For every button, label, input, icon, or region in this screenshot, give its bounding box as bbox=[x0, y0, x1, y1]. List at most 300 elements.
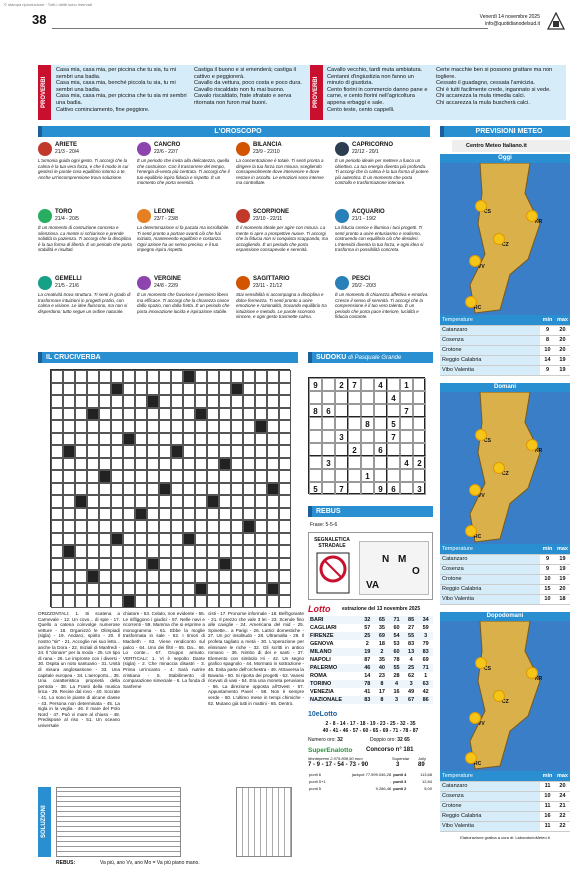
crossword-cell[interactable] bbox=[171, 433, 183, 446]
crossword-cell[interactable] bbox=[267, 408, 279, 421]
crossword-cell[interactable] bbox=[135, 533, 147, 546]
crossword-cell[interactable] bbox=[123, 545, 135, 558]
crossword-cell[interactable] bbox=[135, 470, 147, 483]
crossword-cell[interactable] bbox=[147, 458, 159, 471]
crossword-cell[interactable] bbox=[111, 595, 123, 608]
crossword-cell[interactable] bbox=[231, 483, 243, 496]
crossword-cell[interactable] bbox=[63, 533, 75, 546]
crossword-cell[interactable] bbox=[267, 445, 279, 458]
crossword-cell[interactable] bbox=[51, 495, 63, 508]
crossword-cell[interactable] bbox=[195, 558, 207, 571]
crossword-cell[interactable] bbox=[195, 570, 207, 583]
crossword-cell[interactable] bbox=[255, 408, 267, 421]
crossword-cell[interactable] bbox=[99, 370, 111, 383]
crossword-cell[interactable] bbox=[159, 595, 171, 608]
crossword-cell[interactable] bbox=[51, 583, 63, 596]
crossword-cell[interactable] bbox=[63, 395, 75, 408]
crossword-cell[interactable] bbox=[123, 520, 135, 533]
sudoku-cell[interactable] bbox=[387, 469, 400, 482]
crossword-cell[interactable] bbox=[183, 520, 195, 533]
crossword-cell[interactable] bbox=[87, 370, 99, 383]
crossword-cell[interactable] bbox=[123, 508, 135, 521]
crossword-cell[interactable] bbox=[159, 433, 171, 446]
crossword-cell[interactable] bbox=[231, 408, 243, 421]
crossword-cell[interactable] bbox=[171, 420, 183, 433]
crossword-cell[interactable] bbox=[207, 483, 219, 496]
crossword-cell[interactable] bbox=[99, 533, 111, 546]
crossword-cell[interactable] bbox=[243, 395, 255, 408]
sudoku-cell[interactable] bbox=[374, 469, 387, 482]
crossword-cell[interactable] bbox=[99, 433, 111, 446]
crossword-cell[interactable] bbox=[147, 533, 159, 546]
crossword-cell[interactable] bbox=[87, 470, 99, 483]
crossword-cell[interactable] bbox=[159, 420, 171, 433]
crossword-grid[interactable] bbox=[50, 369, 290, 607]
crossword-cell[interactable] bbox=[171, 520, 183, 533]
crossword-cell[interactable] bbox=[183, 458, 195, 471]
crossword-cell[interactable] bbox=[207, 470, 219, 483]
crossword-cell[interactable] bbox=[75, 558, 87, 571]
sudoku-cell[interactable] bbox=[348, 417, 361, 430]
crossword-cell[interactable] bbox=[207, 558, 219, 571]
crossword-cell[interactable] bbox=[195, 420, 207, 433]
crossword-cell[interactable] bbox=[255, 483, 267, 496]
crossword-cell[interactable] bbox=[219, 470, 231, 483]
sudoku-cell[interactable] bbox=[322, 443, 335, 456]
crossword-cell[interactable] bbox=[51, 420, 63, 433]
crossword-cell[interactable] bbox=[243, 483, 255, 496]
sudoku-cell[interactable] bbox=[413, 404, 426, 417]
crossword-cell[interactable] bbox=[87, 508, 99, 521]
crossword-cell[interactable] bbox=[63, 495, 75, 508]
crossword-cell[interactable] bbox=[63, 370, 75, 383]
crossword-cell[interactable] bbox=[135, 395, 147, 408]
crossword-cell[interactable] bbox=[267, 558, 279, 571]
crossword-cell[interactable] bbox=[219, 433, 231, 446]
crossword-cell[interactable] bbox=[219, 495, 231, 508]
crossword-cell[interactable] bbox=[63, 483, 75, 496]
crossword-cell[interactable] bbox=[219, 383, 231, 396]
sudoku-cell[interactable] bbox=[309, 417, 322, 430]
crossword-cell[interactable] bbox=[243, 533, 255, 546]
sudoku-cell[interactable] bbox=[348, 456, 361, 469]
crossword-cell[interactable] bbox=[75, 383, 87, 396]
crossword-cell[interactable] bbox=[135, 458, 147, 471]
sudoku-cell[interactable] bbox=[335, 404, 348, 417]
crossword-cell[interactable] bbox=[219, 570, 231, 583]
crossword-cell[interactable] bbox=[75, 420, 87, 433]
crossword-cell[interactable] bbox=[195, 470, 207, 483]
crossword-cell[interactable] bbox=[63, 408, 75, 421]
crossword-cell[interactable] bbox=[51, 570, 63, 583]
crossword-cell[interactable] bbox=[267, 520, 279, 533]
crossword-cell[interactable] bbox=[111, 558, 123, 571]
sudoku-cell[interactable] bbox=[335, 443, 348, 456]
crossword-cell[interactable] bbox=[99, 520, 111, 533]
crossword-cell[interactable] bbox=[63, 595, 75, 608]
crossword-cell[interactable] bbox=[147, 595, 159, 608]
crossword-cell[interactable] bbox=[123, 420, 135, 433]
crossword-cell[interactable] bbox=[135, 570, 147, 583]
crossword-cell[interactable] bbox=[75, 458, 87, 471]
crossword-cell[interactable] bbox=[123, 583, 135, 596]
crossword-cell[interactable] bbox=[87, 483, 99, 496]
crossword-cell[interactable] bbox=[255, 595, 267, 608]
crossword-cell[interactable] bbox=[111, 433, 123, 446]
crossword-cell[interactable] bbox=[123, 495, 135, 508]
crossword-cell[interactable] bbox=[195, 433, 207, 446]
sudoku-cell[interactable] bbox=[309, 443, 322, 456]
crossword-cell[interactable] bbox=[171, 558, 183, 571]
crossword-cell[interactable] bbox=[147, 483, 159, 496]
crossword-cell[interactable] bbox=[147, 470, 159, 483]
sudoku-cell[interactable] bbox=[400, 417, 413, 430]
crossword-cell[interactable] bbox=[51, 545, 63, 558]
crossword-cell[interactable] bbox=[279, 483, 291, 496]
sudoku-cell[interactable] bbox=[322, 378, 335, 391]
crossword-cell[interactable] bbox=[267, 470, 279, 483]
crossword-cell[interactable] bbox=[111, 420, 123, 433]
crossword-cell[interactable] bbox=[207, 433, 219, 446]
crossword-cell[interactable] bbox=[171, 470, 183, 483]
crossword-cell[interactable] bbox=[231, 433, 243, 446]
sudoku-cell[interactable] bbox=[387, 456, 400, 469]
crossword-cell[interactable] bbox=[135, 408, 147, 421]
sudoku-cell[interactable] bbox=[361, 443, 374, 456]
crossword-cell[interactable] bbox=[63, 470, 75, 483]
crossword-cell[interactable] bbox=[99, 483, 111, 496]
crossword-cell[interactable] bbox=[219, 533, 231, 546]
crossword-cell[interactable] bbox=[147, 545, 159, 558]
crossword-cell[interactable] bbox=[63, 458, 75, 471]
crossword-cell[interactable] bbox=[219, 408, 231, 421]
crossword-cell[interactable] bbox=[159, 458, 171, 471]
crossword-cell[interactable] bbox=[135, 583, 147, 596]
crossword-cell[interactable] bbox=[183, 445, 195, 458]
sudoku-cell[interactable] bbox=[348, 469, 361, 482]
crossword-cell[interactable] bbox=[279, 545, 291, 558]
sudoku-cell[interactable] bbox=[374, 391, 387, 404]
crossword-cell[interactable] bbox=[267, 533, 279, 546]
crossword-cell[interactable] bbox=[75, 545, 87, 558]
crossword-cell[interactable] bbox=[255, 470, 267, 483]
crossword-cell[interactable] bbox=[207, 445, 219, 458]
crossword-cell[interactable] bbox=[255, 370, 267, 383]
crossword-cell[interactable] bbox=[123, 483, 135, 496]
crossword-cell[interactable] bbox=[87, 558, 99, 571]
crossword-cell[interactable] bbox=[219, 508, 231, 521]
crossword-cell[interactable] bbox=[123, 558, 135, 571]
crossword-cell[interactable] bbox=[279, 508, 291, 521]
crossword-cell[interactable] bbox=[279, 370, 291, 383]
crossword-cell[interactable] bbox=[75, 483, 87, 496]
crossword-cell[interactable] bbox=[135, 445, 147, 458]
crossword-cell[interactable] bbox=[147, 383, 159, 396]
sudoku-cell[interactable] bbox=[322, 482, 335, 495]
crossword-cell[interactable] bbox=[195, 595, 207, 608]
crossword-cell[interactable] bbox=[195, 383, 207, 396]
crossword-cell[interactable] bbox=[183, 433, 195, 446]
crossword-cell[interactable] bbox=[63, 383, 75, 396]
crossword-cell[interactable] bbox=[147, 420, 159, 433]
crossword-cell[interactable] bbox=[147, 370, 159, 383]
crossword-cell[interactable] bbox=[243, 570, 255, 583]
crossword-cell[interactable] bbox=[183, 570, 195, 583]
crossword-cell[interactable] bbox=[279, 458, 291, 471]
crossword-cell[interactable] bbox=[183, 545, 195, 558]
crossword-cell[interactable] bbox=[87, 533, 99, 546]
crossword-cell[interactable] bbox=[99, 570, 111, 583]
crossword-cell[interactable] bbox=[159, 495, 171, 508]
crossword-cell[interactable] bbox=[147, 408, 159, 421]
crossword-cell[interactable] bbox=[135, 520, 147, 533]
sudoku-cell[interactable] bbox=[348, 430, 361, 443]
crossword-cell[interactable] bbox=[255, 395, 267, 408]
crossword-cell[interactable] bbox=[279, 533, 291, 546]
crossword-cell[interactable] bbox=[75, 508, 87, 521]
sudoku-cell[interactable] bbox=[374, 430, 387, 443]
crossword-cell[interactable] bbox=[279, 583, 291, 596]
crossword-cell[interactable] bbox=[123, 445, 135, 458]
sudoku-cell[interactable] bbox=[335, 417, 348, 430]
crossword-cell[interactable] bbox=[111, 408, 123, 421]
crossword-cell[interactable] bbox=[171, 495, 183, 508]
crossword-cell[interactable] bbox=[135, 495, 147, 508]
crossword-cell[interactable] bbox=[147, 433, 159, 446]
sudoku-cell[interactable] bbox=[413, 378, 426, 391]
sudoku-cell[interactable] bbox=[309, 469, 322, 482]
crossword-cell[interactable] bbox=[267, 508, 279, 521]
crossword-cell[interactable] bbox=[207, 370, 219, 383]
crossword-cell[interactable] bbox=[207, 583, 219, 596]
crossword-cell[interactable] bbox=[243, 470, 255, 483]
crossword-cell[interactable] bbox=[195, 533, 207, 546]
crossword-cell[interactable] bbox=[255, 558, 267, 571]
crossword-cell[interactable] bbox=[207, 508, 219, 521]
header-email[interactable]: info@quotidianodelsud.it bbox=[485, 21, 540, 27]
crossword-cell[interactable] bbox=[63, 520, 75, 533]
crossword-cell[interactable] bbox=[99, 495, 111, 508]
crossword-cell[interactable] bbox=[135, 595, 147, 608]
sudoku-cell[interactable] bbox=[400, 443, 413, 456]
crossword-cell[interactable] bbox=[159, 383, 171, 396]
crossword-cell[interactable] bbox=[267, 433, 279, 446]
crossword-cell[interactable] bbox=[171, 533, 183, 546]
crossword-cell[interactable] bbox=[255, 533, 267, 546]
crossword-cell[interactable] bbox=[279, 520, 291, 533]
sudoku-cell[interactable] bbox=[361, 391, 374, 404]
crossword-cell[interactable] bbox=[111, 520, 123, 533]
crossword-cell[interactable] bbox=[63, 570, 75, 583]
crossword-cell[interactable] bbox=[75, 395, 87, 408]
sudoku-cell[interactable] bbox=[348, 391, 361, 404]
crossword-cell[interactable] bbox=[243, 433, 255, 446]
sudoku-cell[interactable] bbox=[361, 482, 374, 495]
sudoku-cell[interactable] bbox=[322, 417, 335, 430]
crossword-cell[interactable] bbox=[231, 508, 243, 521]
crossword-cell[interactable] bbox=[87, 458, 99, 471]
crossword-cell[interactable] bbox=[75, 470, 87, 483]
crossword-cell[interactable] bbox=[207, 545, 219, 558]
crossword-cell[interactable] bbox=[195, 445, 207, 458]
sudoku-cell[interactable] bbox=[361, 404, 374, 417]
crossword-cell[interactable] bbox=[183, 383, 195, 396]
crossword-cell[interactable] bbox=[255, 383, 267, 396]
crossword-cell[interactable] bbox=[243, 370, 255, 383]
crossword-cell[interactable] bbox=[255, 508, 267, 521]
crossword-cell[interactable] bbox=[183, 508, 195, 521]
crossword-cell[interactable] bbox=[51, 533, 63, 546]
crossword-cell[interactable] bbox=[267, 570, 279, 583]
crossword-cell[interactable] bbox=[147, 495, 159, 508]
crossword-cell[interactable] bbox=[183, 558, 195, 571]
sudoku-cell[interactable] bbox=[335, 391, 348, 404]
crossword-cell[interactable] bbox=[207, 533, 219, 546]
crossword-cell[interactable] bbox=[279, 408, 291, 421]
crossword-cell[interactable] bbox=[171, 508, 183, 521]
crossword-cell[interactable] bbox=[51, 383, 63, 396]
crossword-cell[interactable] bbox=[255, 520, 267, 533]
crossword-cell[interactable] bbox=[87, 420, 99, 433]
crossword-cell[interactable] bbox=[255, 570, 267, 583]
sudoku-cell[interactable] bbox=[400, 469, 413, 482]
sudoku-cell[interactable] bbox=[400, 482, 413, 495]
crossword-cell[interactable] bbox=[207, 570, 219, 583]
crossword-cell[interactable] bbox=[159, 370, 171, 383]
crossword-cell[interactable] bbox=[75, 583, 87, 596]
crossword-cell[interactable] bbox=[279, 570, 291, 583]
sudoku-cell[interactable] bbox=[348, 404, 361, 417]
crossword-cell[interactable] bbox=[111, 483, 123, 496]
crossword-cell[interactable] bbox=[243, 545, 255, 558]
crossword-cell[interactable] bbox=[51, 445, 63, 458]
crossword-cell[interactable] bbox=[207, 408, 219, 421]
crossword-cell[interactable] bbox=[87, 495, 99, 508]
crossword-cell[interactable] bbox=[159, 533, 171, 546]
sudoku-cell[interactable] bbox=[400, 391, 413, 404]
crossword-cell[interactable] bbox=[231, 570, 243, 583]
crossword-cell[interactable] bbox=[171, 370, 183, 383]
crossword-cell[interactable] bbox=[123, 395, 135, 408]
crossword-cell[interactable] bbox=[159, 445, 171, 458]
crossword-cell[interactable] bbox=[171, 483, 183, 496]
crossword-cell[interactable] bbox=[135, 370, 147, 383]
sudoku-cell[interactable] bbox=[374, 404, 387, 417]
sudoku-cell[interactable] bbox=[413, 443, 426, 456]
sudoku-cell[interactable] bbox=[413, 469, 426, 482]
sudoku-cell[interactable] bbox=[309, 391, 322, 404]
crossword-cell[interactable] bbox=[99, 420, 111, 433]
crossword-cell[interactable] bbox=[87, 445, 99, 458]
crossword-cell[interactable] bbox=[51, 470, 63, 483]
crossword-cell[interactable] bbox=[183, 583, 195, 596]
crossword-cell[interactable] bbox=[123, 570, 135, 583]
crossword-cell[interactable] bbox=[87, 433, 99, 446]
crossword-cell[interactable] bbox=[195, 483, 207, 496]
crossword-cell[interactable] bbox=[171, 583, 183, 596]
crossword-cell[interactable] bbox=[231, 458, 243, 471]
crossword-cell[interactable] bbox=[195, 395, 207, 408]
crossword-cell[interactable] bbox=[99, 583, 111, 596]
crossword-cell[interactable] bbox=[75, 433, 87, 446]
crossword-cell[interactable] bbox=[183, 395, 195, 408]
crossword-cell[interactable] bbox=[135, 433, 147, 446]
crossword-cell[interactable] bbox=[63, 433, 75, 446]
crossword-cell[interactable] bbox=[255, 433, 267, 446]
crossword-cell[interactable] bbox=[255, 495, 267, 508]
crossword-cell[interactable] bbox=[123, 383, 135, 396]
sudoku-cell[interactable] bbox=[335, 469, 348, 482]
crossword-cell[interactable] bbox=[99, 508, 111, 521]
crossword-cell[interactable] bbox=[231, 370, 243, 383]
sudoku-cell[interactable] bbox=[361, 378, 374, 391]
crossword-cell[interactable] bbox=[183, 495, 195, 508]
sudoku-cell[interactable] bbox=[387, 404, 400, 417]
crossword-cell[interactable] bbox=[231, 595, 243, 608]
crossword-cell[interactable] bbox=[219, 370, 231, 383]
crossword-cell[interactable] bbox=[267, 495, 279, 508]
crossword-cell[interactable] bbox=[75, 570, 87, 583]
sudoku-cell[interactable] bbox=[322, 391, 335, 404]
crossword-cell[interactable] bbox=[99, 383, 111, 396]
crossword-cell[interactable] bbox=[195, 458, 207, 471]
crossword-cell[interactable] bbox=[279, 420, 291, 433]
sudoku-cell[interactable] bbox=[413, 391, 426, 404]
crossword-cell[interactable] bbox=[219, 583, 231, 596]
crossword-cell[interactable] bbox=[75, 533, 87, 546]
crossword-cell[interactable] bbox=[111, 370, 123, 383]
sudoku-cell[interactable] bbox=[374, 456, 387, 469]
crossword-cell[interactable] bbox=[123, 408, 135, 421]
sudoku-cell[interactable] bbox=[387, 378, 400, 391]
crossword-cell[interactable] bbox=[99, 458, 111, 471]
crossword-cell[interactable] bbox=[159, 470, 171, 483]
crossword-cell[interactable] bbox=[243, 408, 255, 421]
crossword-cell[interactable] bbox=[99, 595, 111, 608]
crossword-cell[interactable] bbox=[207, 520, 219, 533]
sudoku-cell[interactable] bbox=[413, 417, 426, 430]
crossword-cell[interactable] bbox=[135, 558, 147, 571]
crossword-cell[interactable] bbox=[231, 545, 243, 558]
crossword-cell[interactable] bbox=[51, 370, 63, 383]
crossword-cell[interactable] bbox=[111, 583, 123, 596]
crossword-cell[interactable] bbox=[243, 558, 255, 571]
crossword-cell[interactable] bbox=[63, 558, 75, 571]
sudoku-cell[interactable] bbox=[413, 430, 426, 443]
crossword-cell[interactable] bbox=[231, 445, 243, 458]
crossword-cell[interactable] bbox=[159, 570, 171, 583]
crossword-cell[interactable] bbox=[171, 570, 183, 583]
crossword-cell[interactable] bbox=[135, 545, 147, 558]
crossword-cell[interactable] bbox=[183, 595, 195, 608]
crossword-cell[interactable] bbox=[75, 595, 87, 608]
crossword-cell[interactable] bbox=[219, 595, 231, 608]
sudoku-cell[interactable] bbox=[322, 469, 335, 482]
crossword-cell[interactable] bbox=[231, 395, 243, 408]
crossword-cell[interactable] bbox=[171, 408, 183, 421]
crossword-cell[interactable] bbox=[279, 433, 291, 446]
crossword-cell[interactable] bbox=[171, 458, 183, 471]
crossword-cell[interactable] bbox=[87, 383, 99, 396]
crossword-cell[interactable] bbox=[255, 545, 267, 558]
crossword-cell[interactable] bbox=[279, 383, 291, 396]
crossword-cell[interactable] bbox=[159, 558, 171, 571]
crossword-cell[interactable] bbox=[243, 595, 255, 608]
crossword-cell[interactable] bbox=[123, 370, 135, 383]
crossword-cell[interactable] bbox=[267, 383, 279, 396]
crossword-cell[interactable] bbox=[267, 395, 279, 408]
crossword-cell[interactable] bbox=[231, 495, 243, 508]
